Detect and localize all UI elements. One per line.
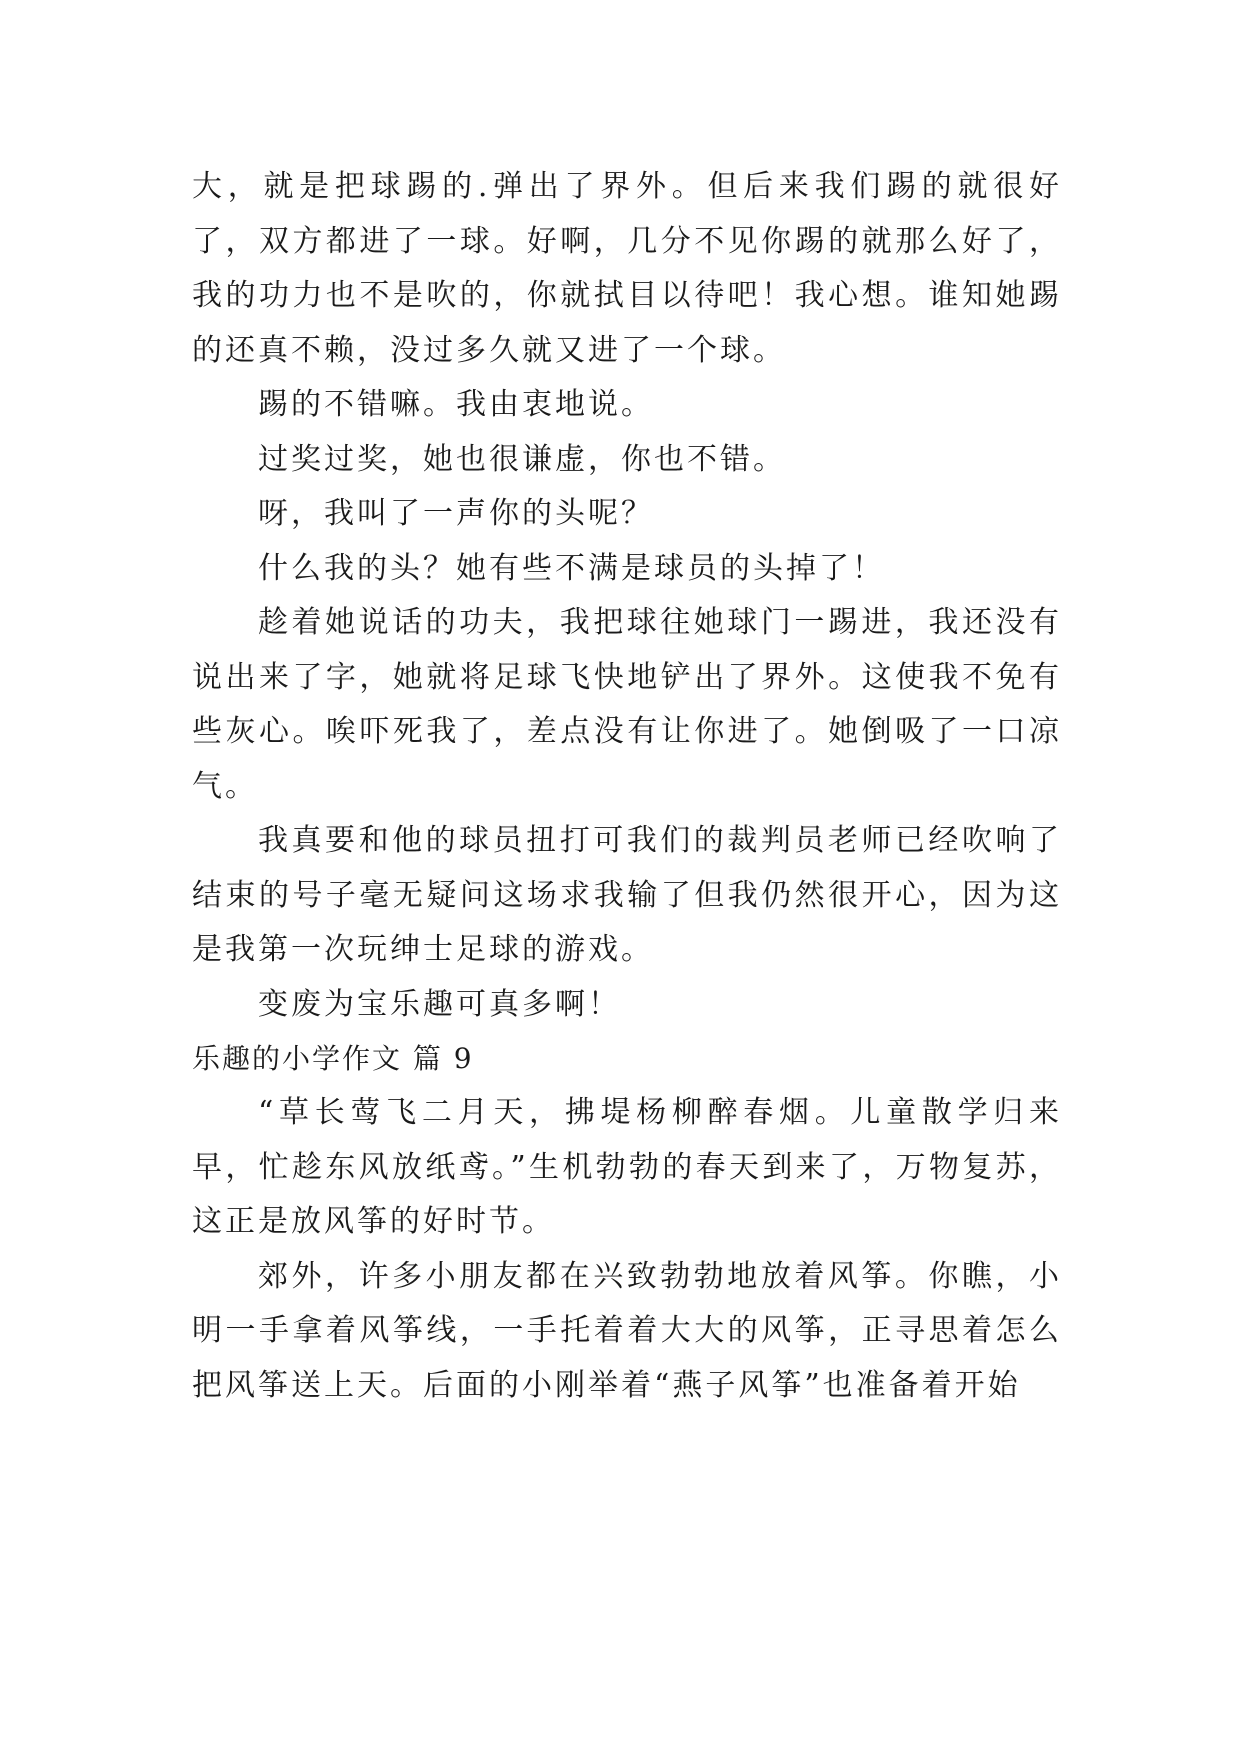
paragraph: 踢的不错嘛。我由衷地说。 xyxy=(258,387,654,422)
paragraph: 什么我的头？她有些不满是球员的头掉了！ xyxy=(258,550,885,586)
paragraph: 变废为宝乐趣可真多啊！ xyxy=(258,986,621,1022)
section-heading: 乐趣的小学作文 篇 9 xyxy=(192,1042,474,1075)
paragraph: 大，就是把球踢的.弹出了界外。但后来我们踢的就很好了，双方都进了一球。好啊，几分不见你踢的就那么好了，我的功力也不是吹的，你就拭目以待吧！我心想。谁知她踢的还真不赖，没过多久就又进了一个球。 xyxy=(192,169,1062,368)
document-body xyxy=(192,160,1062,1413)
paragraph: 过奖过奖，她也很谦虚，你也不错。 xyxy=(258,441,786,477)
paragraph: “草长莺飞二月天，拂堤杨柳醉春烟。儿童散学归来早，忙趁东风放纸鸢。”生机勃勃的春天到来了，万物复苏，这正是放风筝的好时节。 xyxy=(192,1095,1062,1239)
paragraph: 趁着她说话的功夫，我把球往她球门一踢进，我还没有说出来了字，她就将足球飞快地铲出了界外。这使我不免有些灰心。唉吓死我了，差点没有让你进了。她倒吸了一口凉气。 xyxy=(192,605,1062,804)
paragraph: 呀，我叫了一声你的头呢？ xyxy=(258,496,654,531)
paragraph: 我真要和他的球员扭打可我们的裁判员老师已经吹响了结束的号子毫无疑问这场求我输了但我仍然很开心，因为这是我第一次玩绅士足球的游戏。 xyxy=(192,823,1062,967)
paragraph: 郊外，许多小朋友都在兴致勃勃地放着风筝。你瞧，小明一手拿着风筝线，一手托着着大大的风筝，正寻思着怎么把风筝送上天。后面的小刚举着“燕子风筝”也准备着开始 xyxy=(192,1258,1062,1403)
